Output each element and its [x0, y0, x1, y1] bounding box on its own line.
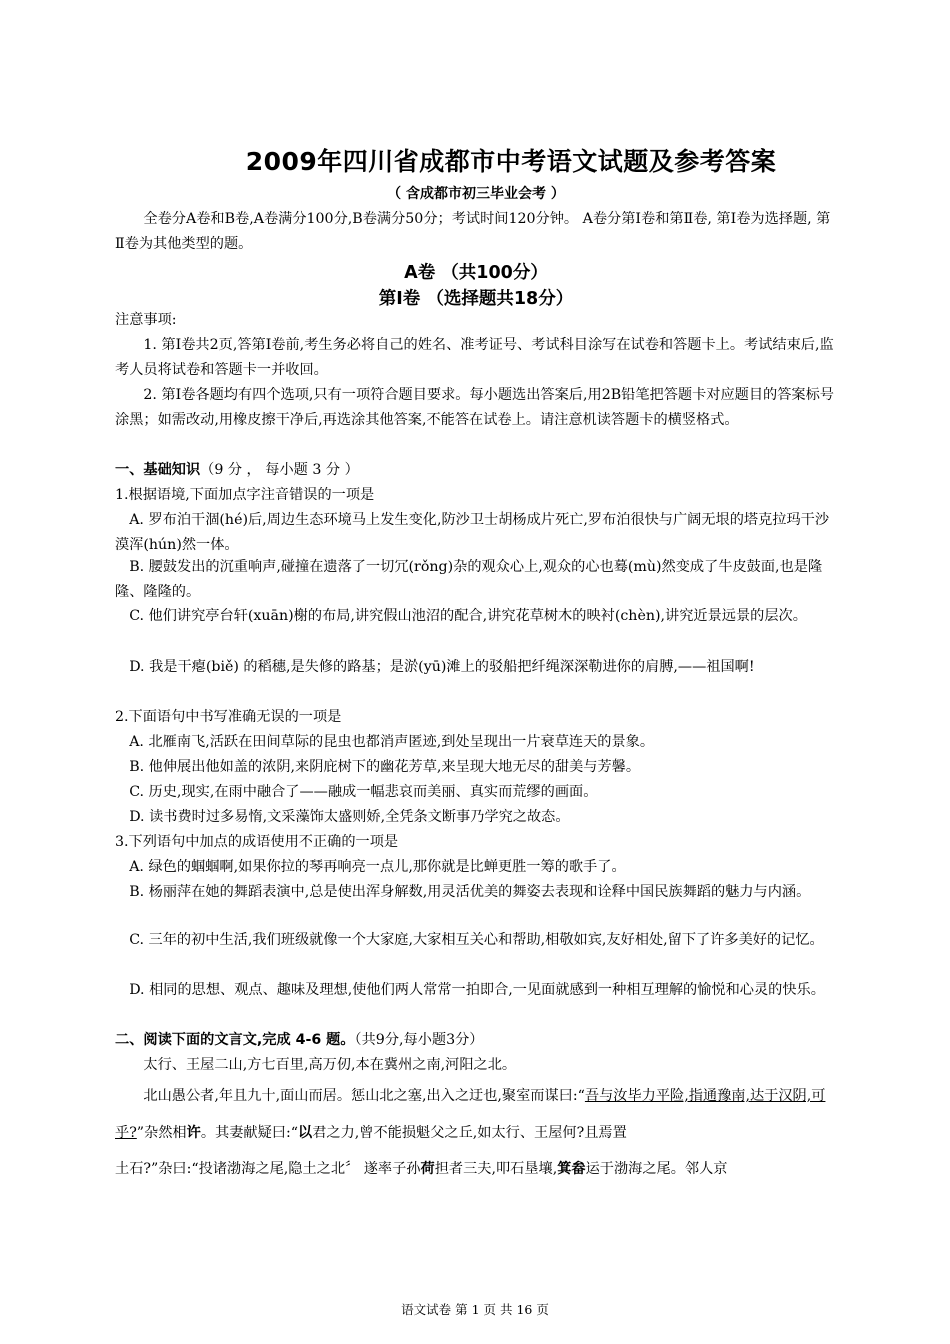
passage-paragraph-3 — [115, 1157, 837, 1182]
section-1-title: 一、基础知识 — [115, 462, 201, 478]
passage-text: 担者三夫,叩石垦壤, — [434, 1161, 558, 1177]
question-3: 3.下列语句中加点的成语使用不正确的一项是 — [115, 834, 399, 850]
page-subtitle: （ 含成都市初三毕业会考 ） — [387, 186, 565, 202]
note-1: 1. 第Ⅰ卷共2页,答第Ⅰ卷前,考生务必将自己的姓名、准考证号、考试科目涂写在试卷和答题卡上。考试结束后,监考人员将试卷和答题卡一并收回。 — [115, 337, 834, 378]
volume-a-heading: A卷 （共100分） — [404, 263, 548, 283]
passage-text: 君之力,曾不能损魁父之丘,如太行、王屋何?且焉置 — [312, 1125, 627, 1141]
question-3-option-b: B. 杨丽萍在她的舞蹈表演中,总是使出浑身解数,用灵活优美的舞姿去表现和诠释中国民族舞蹈的魅力与内涵。 — [129, 884, 811, 900]
question-2-option-d: D. 读书费时过多易惰,文采藻饰太盛则娇,全凭条文断事乃学究之故态。 — [129, 809, 570, 825]
question-2: 2.下面语句中书写准确无误的一项是 — [115, 709, 342, 725]
question-2-option-c: C. 历史,现实,在雨中融合了——融成一幅悲哀而美丽、真实而荒缪的画面。 — [129, 784, 598, 800]
page-title: 2009年四川省成都市中考语文试题及参考答案 — [245, 147, 777, 176]
section-2-title: 二、阅读下面的文言文,完成 4-6 题。 — [115, 1032, 355, 1048]
passage-text: ”杂然相 — [136, 1125, 187, 1141]
marked-word: 以 — [298, 1125, 313, 1141]
question-1-option-a: A. 罗布泊干涸(hé)后,周边生态环境马上发生变化,防沙卫士胡杨成片死亡,罗布泊很快与广阔无垠的塔克拉玛干沙漠浑(hún)然一体。 — [115, 512, 830, 553]
underlined-sentence: 吾与汝毕力平险,指通豫南,达于汉阴,可乎? — [115, 1088, 826, 1141]
question-3-option-d: D. 相同的思想、观点、趣味及理想,使他们两人常常一拍即合,一见面就感到一种相互理解的愉悦和心灵的快乐。 — [129, 982, 825, 998]
section-2-note: （共9分,每小题3分） — [354, 1032, 484, 1048]
passage-text: 运于渤海之尾。邻人京 — [585, 1161, 728, 1177]
passage-text: 北山愚公者,年且九十,面山而居。惩山北之塞,出入之迂也,聚室而谋曰:“ — [143, 1088, 585, 1104]
notes-label: 注意事项: — [115, 312, 177, 328]
section-1-heading — [115, 458, 837, 483]
passage-paragraph-1: 太行、王屋二山,方七百里,高万仞,本在冀州之南,河阳之北。 — [143, 1057, 517, 1073]
question-1-option-c: C. 他们讲究亭台轩(xuān)榭的布局,讲究假山池沼的配合,讲究花草树木的映衬(chèn),讲究近景远景的层次。 — [129, 608, 807, 624]
note-2: 2. 第Ⅰ卷各题均有四个选项,只有一项符合题目要求。每小题选出答案后,用2B铅笔把答题卡对应题目的答案标号涂黑；如需改动,用橡皮擦干净后,再选涂其他答案,不能答在试卷上。请注意机读答题卡的横竖格式。 — [115, 387, 834, 428]
question-3-option-a: A. 绿色的蝈蝈啊,如果你拉的琴再响亮一点儿,那你就是比蝉更胜一筹的歌手了。 — [129, 859, 626, 875]
section-1-note: （9 分 ， 每小题 3 分 ） — [200, 462, 359, 478]
question-1: 1.根据语境,下面加点字注音错误的一项是 — [115, 487, 375, 503]
intro-paragraph: 全卷分A卷和B卷,A卷满分100分,B卷满分50分；考试时间120分钟。 A卷分第Ⅰ卷和第Ⅱ卷, 第Ⅰ卷为选择题, 第Ⅱ卷为其他类型的题。 — [115, 211, 831, 252]
marked-word: 许 — [186, 1125, 201, 1141]
marked-word: 荷 — [420, 1161, 435, 1177]
passage-text: 。其妻献疑曰:“ — [200, 1125, 298, 1141]
passage-text: 土石?”杂曰:“投诸渤海之尾,隐土之北〞 遂率子孙 — [115, 1161, 421, 1177]
marked-word: 箕畚 — [557, 1161, 586, 1177]
section-2-heading — [115, 1028, 837, 1053]
question-1-option-d: D. 我是干瘪(biě) 的稻穗,是失修的路基；是淤(yū)滩上的驳船把纤绳深深勒进你的肩膊,——祖国啊! — [129, 659, 755, 675]
question-2-option-b: B. 他伸展出他如盖的浓阴,来阴庇树下的幽花芳草,来呈现大地无尽的甜美与芳馨。 — [129, 759, 641, 775]
question-2-option-a: A. 北雁南飞,活跃在田间草际的昆虫也都消声匿迹,到处呈现出一片衰草连天的景象。 — [129, 734, 655, 750]
part-one-heading: 第Ⅰ卷 （选择题共18分） — [378, 289, 574, 309]
page-footer: 语文试卷 第 1 页 共 16 页 — [401, 1302, 549, 1317]
question-1-option-b: B. 腰鼓发出的沉重响声,碰撞在遗落了一切冗(rǒng)杂的观众心上,观众的心也蓦(mù)然变成了牛皮鼓面,也是隆隆、隆隆的。 — [115, 559, 823, 600]
question-3-option-c: C. 三年的初中生活,我们班级就像一个大家庭,大家相互关心和帮助,相敬如宾,友好相处,留下了许多美好的记忆。 — [129, 932, 824, 948]
passage-paragraph-2 — [115, 1078, 837, 1152]
